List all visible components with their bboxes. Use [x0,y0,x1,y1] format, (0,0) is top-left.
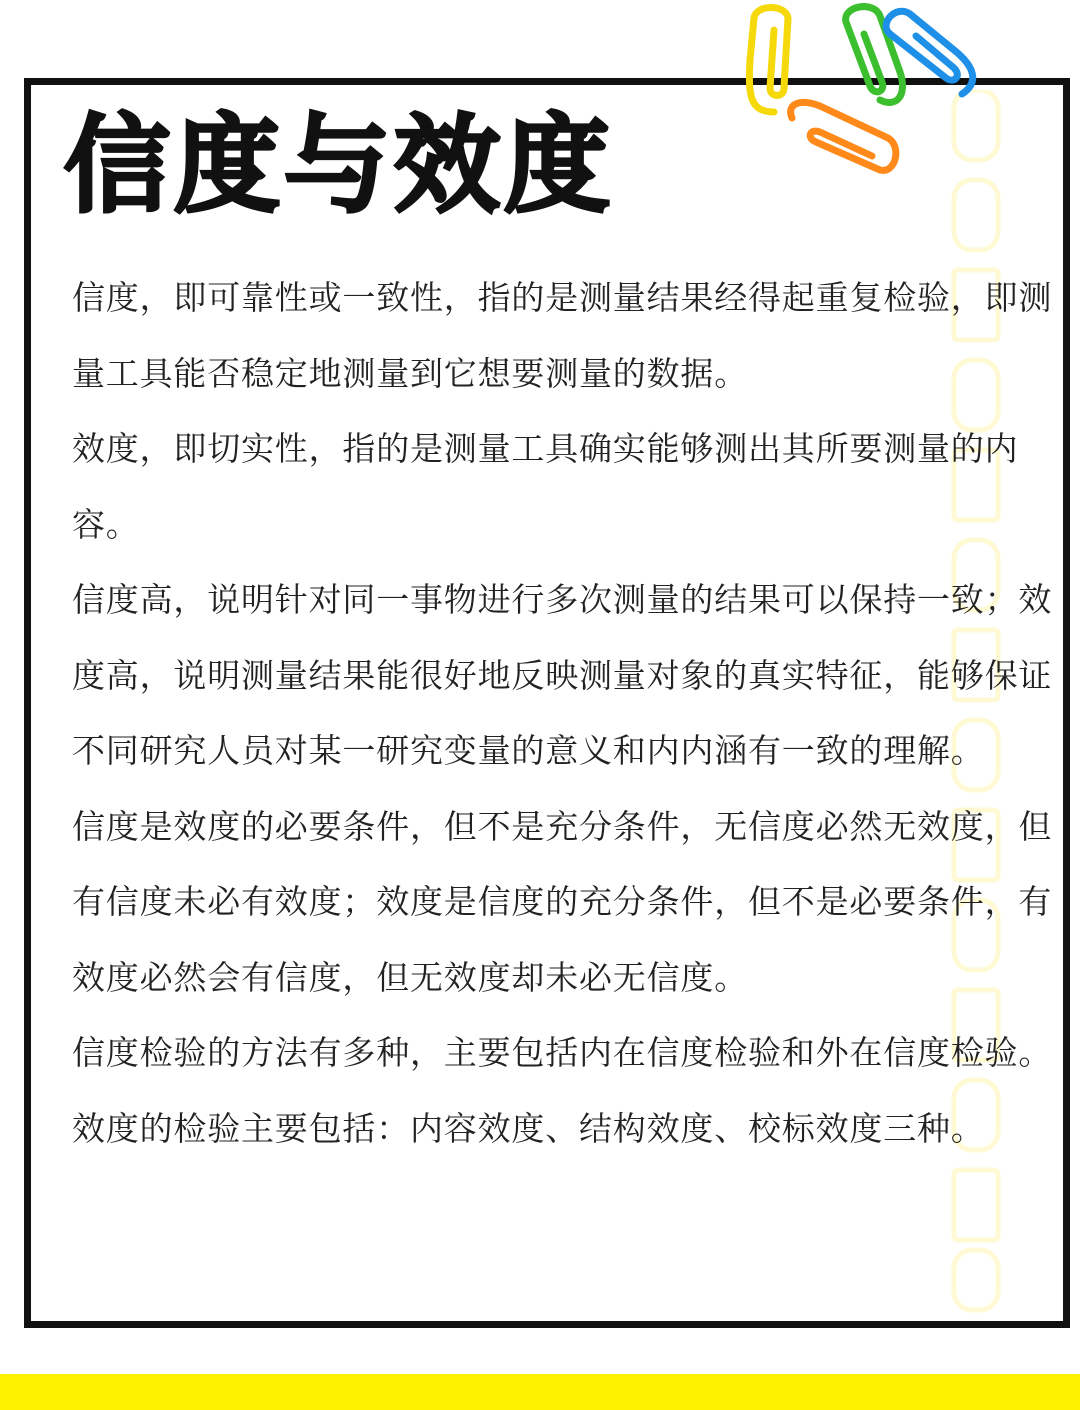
green-paperclip-icon [846,7,903,103]
orange-paperclip-icon [791,102,896,170]
paper-clips-decoration [730,0,990,190]
paragraph: 信度是效度的必要条件，但不是充分条件，无信度必然无效度，但有信度未必有效度；效度是信度的充分条件，但不是必要条件，有效度必然会有信度，但无效度却未必无信度。 [72,806,1053,997]
page-title: 信度与效度 [64,104,614,227]
paragraph: 信度，即可靠性或一致性，指的是测量结果经得起重复检验，即测量工具能否稳定地测量到它想要测量的数据。 [72,278,1053,393]
paragraph: 信度检验的方法有多种，主要包括内在信度检验和外在信度检验。效度的检验主要包括：内容效度、结构效度、校标效度三种。 [72,1033,1053,1148]
article-body [72,260,1062,1166]
bottom-accent-bar [0,1374,1080,1410]
paragraph: 信度高，说明针对同一事物进行多次测量的结果可以保持一致；效度高，说明测量结果能很好地反映测量对象的真实特征，能够保证不同研究人员对某一研究变量的意义和内内涵有一致的理解。 [72,580,1053,770]
paragraph: 效度，即切实性，指的是测量工具确实能够测出其所要测量的内容。 [72,429,1019,544]
yellow-paperclip-icon [749,8,788,113]
